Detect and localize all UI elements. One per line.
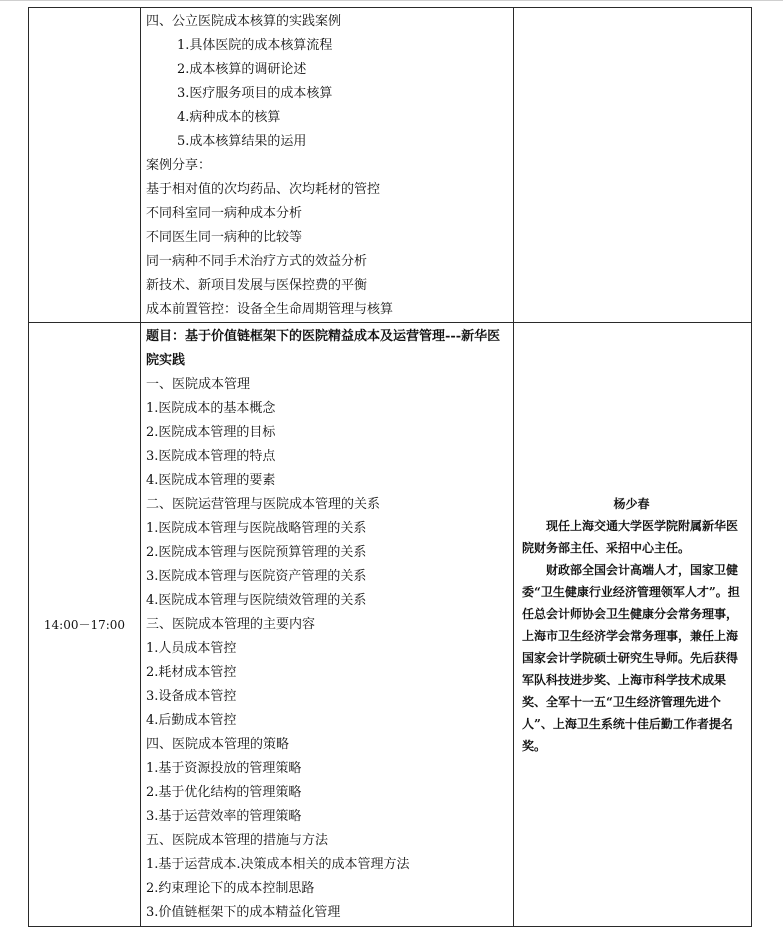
content-line: 2.医院成本管理与医院预算管理的关系 [146,545,367,560]
content-line: 2.医院成本管理的目标 [146,425,276,440]
speaker-cell [514,8,752,323]
content-line: 2.耗材成本管控 [146,665,237,680]
content-line: 四、医院成本管理的策略 [146,737,290,752]
page-top-rule [0,0,783,4]
content-line: 1.人员成本管控 [146,641,237,656]
content-line: 3.医院成本管理的特点 [146,449,276,464]
content-line: 2.基于优化结构的管理策略 [146,785,302,800]
content-line: 不同科室同一病种成本分析 [146,206,303,221]
content-line: 3.基于运营效率的管理策略 [146,809,302,824]
content-line: 3.医疗服务项目的成本核算 [177,86,333,101]
content-line: 1.医院成本管理与医院战略管理的关系 [146,521,367,536]
content-line: 4.后勤成本管控 [146,713,237,728]
time-cell: 14:00－17:00 [29,323,141,927]
content-line: 1.具体医院的成本核算流程 [177,38,333,53]
content-line: 3.设备成本管控 [146,689,237,704]
content-line: 5.成本核算结果的运用 [177,134,307,149]
content-line: 1.基于运营成本.决策成本相关的成本管理方法 [146,857,410,872]
content-line: 2.约束理论下的成本控制思路 [146,881,315,896]
content-cell [141,8,514,323]
content-line: 二、医院运营管理与医院成本管理的关系 [146,497,381,512]
content-line: 同一病种不同手术治疗方式的效益分析 [146,254,368,269]
content-line: 4.医院成本管理与医院绩效管理的关系 [146,593,367,608]
schedule-table [28,7,752,927]
content-line: 新技术、新项目发展与医保控费的平衡 [146,278,368,293]
table-row [29,8,752,323]
time-cell [29,8,141,323]
content-line: 成本前置管控：设备全生命周期管理与核算 [146,302,394,317]
speaker-cell [514,323,752,927]
content-line: 一、医院成本管理 [146,377,251,392]
speaker-name: 杨少春 [613,496,650,511]
speaker-bio-paragraph: 现任上海交通大学医学院附属新华医院财务部主任、采招中心主任。 [522,518,739,555]
content-line: 不同医生同一病种的比较等 [146,230,303,245]
content-line: 3.价值链框架下的成本精益化管理 [146,905,341,920]
content-line: 四、公立医院成本核算的实践案例 [146,14,342,29]
content-line: 案例分享： [146,158,212,173]
table-row [29,323,752,927]
content-line: 1.医院成本的基本概念 [146,401,276,416]
content-line: 4.病种成本的核算 [177,110,281,125]
content-line: 基于相对值的次均药品、次均耗材的管控 [146,182,381,197]
content-line: 3.医院成本管理与医院资产管理的关系 [146,569,367,584]
content-cell [141,323,514,927]
content-line: 五、医院成本管理的措施与方法 [146,833,329,848]
speaker-bio-paragraph: 财政部全国会计高端人才，国家卫健委“卫生健康行业经济管理领军人才”。担任总会计师协会卫生健康分会常务理事，上海市卫生经济学会常务理事，兼任上海国家会计学院硕士研究生导师。先后获得军队科技进步奖、上海市科学技术成果奖、全军十一五“卫生经济管理先进个人”、上海卫生系统十佳后勤工作者提名奖。 [522,562,740,753]
content-line: 4.医院成本管理的要素 [146,473,276,488]
content-line: 三、医院成本管理的主要内容 [146,617,316,632]
content-line: 2.成本核算的调研论述 [177,62,307,77]
content-line: 1.基于资源投放的管理策略 [146,761,302,776]
session-title: 题目：基于价值链框架下的医院精益成本及运营管理---新华医院实践 [146,329,501,368]
